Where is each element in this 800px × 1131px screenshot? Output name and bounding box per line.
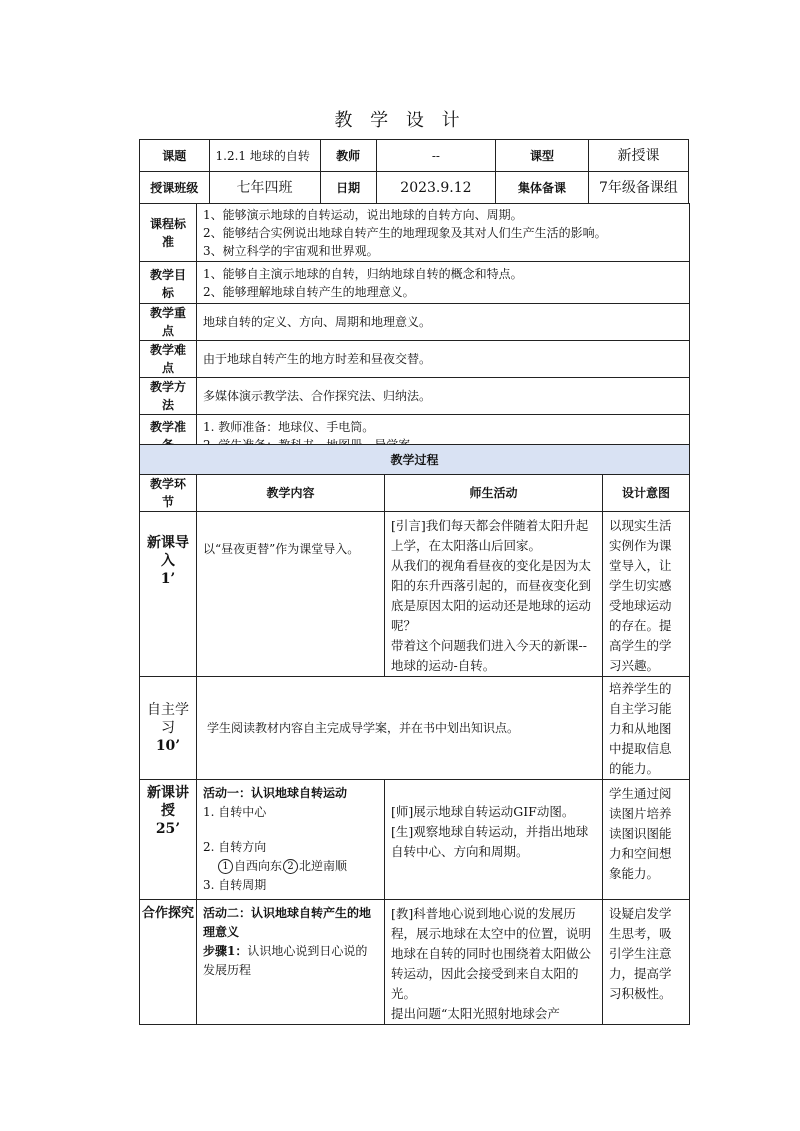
activity-intro-3: 带着这个问题我们进入今天的新课--地球的运动-自转。 (391, 638, 587, 673)
topic-value: 1.2.1 地球的自转 (209, 140, 320, 172)
teacher-label: 教师 (320, 140, 376, 172)
content-cooperative-title: 活动二：认识地球自转产生的地理意义 (203, 906, 372, 939)
key-point-content: 地球自转的定义、方向、周期和地理意义。 (197, 304, 690, 341)
content-lecture-title: 活动一：认识地球自转运动 (203, 786, 348, 800)
activity-intro-1: [引言]我们每天都会伴随着太阳升起上学，在太阳落山后回家。 (391, 518, 589, 553)
standards-table (139, 203, 690, 457)
col-intent: 设计意图 (603, 475, 690, 512)
prep-line-1: 1. 教师准备：地球仪、手电筒。 (203, 419, 375, 434)
objective-content (197, 262, 690, 304)
stage-intro (140, 512, 197, 677)
key-point-label: 教学重点 (140, 304, 197, 341)
prep-label: 教学准 (140, 415, 197, 457)
activity-cooperative-2: 提出问题“太阳光照射地球会产 (391, 1006, 560, 1021)
step-label: 步骤1： (203, 944, 248, 958)
activity-cooperative (385, 900, 603, 1025)
stage-lecture (140, 780, 197, 900)
stage-self-study-name: 自主学习 (147, 702, 189, 736)
intent-self-study: 培养学生的自主学习能力和从地图中提取信息的能力。 (603, 677, 690, 780)
type-value: 新授课 (588, 140, 688, 172)
stage-cooperative-name: 合作探究 (142, 906, 195, 921)
topic-label: 课题 (140, 140, 210, 172)
teacher-value: -- (376, 140, 496, 172)
objective-line-2: 2、能够理解地球自转产生的地理意义。 (203, 285, 415, 299)
content-intro: 以“昼夜更替”作为课堂导入。 (197, 512, 385, 677)
content-lecture-item-1: 1. 自转中心 (203, 805, 267, 819)
direction-options (203, 857, 378, 876)
step-text: 认识地心说到日心说的发展历程 (203, 944, 368, 977)
content-cooperative (197, 900, 385, 1025)
content-lecture-item-3: 3. 自转周期 (203, 878, 267, 892)
activity-cooperative-1: [教]科普地心说到地心说的发展历程，展示地球在太空中的位置，说明地球在自转的同时也围绕着太阳做公转运动，因此会接受到来自太阳的光。 (391, 906, 592, 1001)
standard-line-1: 1、能够演示地球的自转运动，说出地球的自转方向、周期。 (203, 207, 523, 222)
intent-cooperative: 设疑启发学生思考，吸引学生注意力，提高学习积极性。 (603, 900, 690, 1025)
stage-intro-name: 新课导入 (147, 535, 189, 569)
class-label: 授课班级 (140, 172, 210, 204)
lesson-plan-table (139, 139, 689, 204)
content-lecture (197, 780, 385, 900)
stage-cooperative (140, 900, 197, 1025)
standard-line-2: 2、能够结合实例说出地球自转产生的地理现象及其对人们生产生活的影响。 (203, 225, 607, 240)
content-lecture-item-2: 2. 自转方向 (203, 840, 267, 854)
objective-label: 教学目标 (140, 262, 197, 304)
standard-label: 课程标准 (140, 204, 197, 262)
col-content: 教学内容 (197, 475, 385, 512)
type-label: 课型 (496, 140, 589, 172)
difficulty-content: 由于地球自转产生的地方时差和昼夜交替。 (197, 341, 690, 378)
spacer (203, 822, 378, 838)
circle-number-1: 1 (218, 859, 233, 874)
date-value: 2023.9.12 (376, 172, 496, 204)
process-header: 教学过程 (140, 445, 690, 475)
activity-lecture-1: [师]展示地球自转运动GIF动图。 (391, 804, 575, 819)
activity-intro-2: 从我们的视角看昼夜的变化是因为太阳的东升西落引起的，而昼夜变化到底是原因太阳的运动还是地球的运动呢？ (391, 558, 592, 633)
class-value: 七年四班 (209, 172, 320, 204)
stage-self-study (140, 677, 197, 780)
standard-line-3: 3、树立科学的宇宙观和世界观。 (203, 243, 379, 258)
process-table (139, 444, 690, 1025)
stage-intro-time: 1’ (160, 571, 176, 587)
circle-number-2: 2 (283, 859, 298, 874)
stage-self-study-time: 10’ (155, 738, 181, 754)
stage-lecture-name: 新课讲授 (147, 785, 189, 819)
activity-lecture-2: [生]观察地球自转运动，并指出地球自转中心、方向和周期。 (391, 824, 589, 859)
stage-lecture-time: 25’ (155, 821, 181, 837)
col-activity: 师生活动 (385, 475, 603, 512)
group-value: 7年级备课组 (588, 172, 688, 204)
method-label: 教学方法 (140, 378, 197, 415)
direction-west-east: 自西向东 (234, 859, 283, 873)
direction-north-south: 北逆南顺 (299, 859, 348, 873)
objective-line-1: 1、能够自主演示地球的自转，归纳地球自转的概念和特点。 (203, 267, 523, 281)
intent-intro: 以现实生活实例作为课堂导入，让学生切实感受地球运动的存在。提高学生的学习兴趣。 (603, 512, 690, 677)
method-content: 多媒体演示教学法、合作探究法、归纳法。 (197, 378, 690, 415)
date-label: 日期 (320, 172, 376, 204)
content-self-study: 学生阅读教材内容自主完成导学案，并在书中划出知识点。 (197, 677, 603, 780)
document-title: 教 学 设 计 (334, 110, 466, 131)
group-label: 集体备课 (496, 172, 589, 204)
col-stage: 教学环节 (140, 475, 197, 512)
difficulty-label: 教学难点 (140, 341, 197, 378)
activity-lecture (385, 780, 603, 900)
standard-content (197, 204, 690, 262)
activity-intro (385, 512, 603, 677)
intent-lecture: 学生通过阅读图片培养读图识图能力和空间想象能力。 (603, 780, 690, 900)
